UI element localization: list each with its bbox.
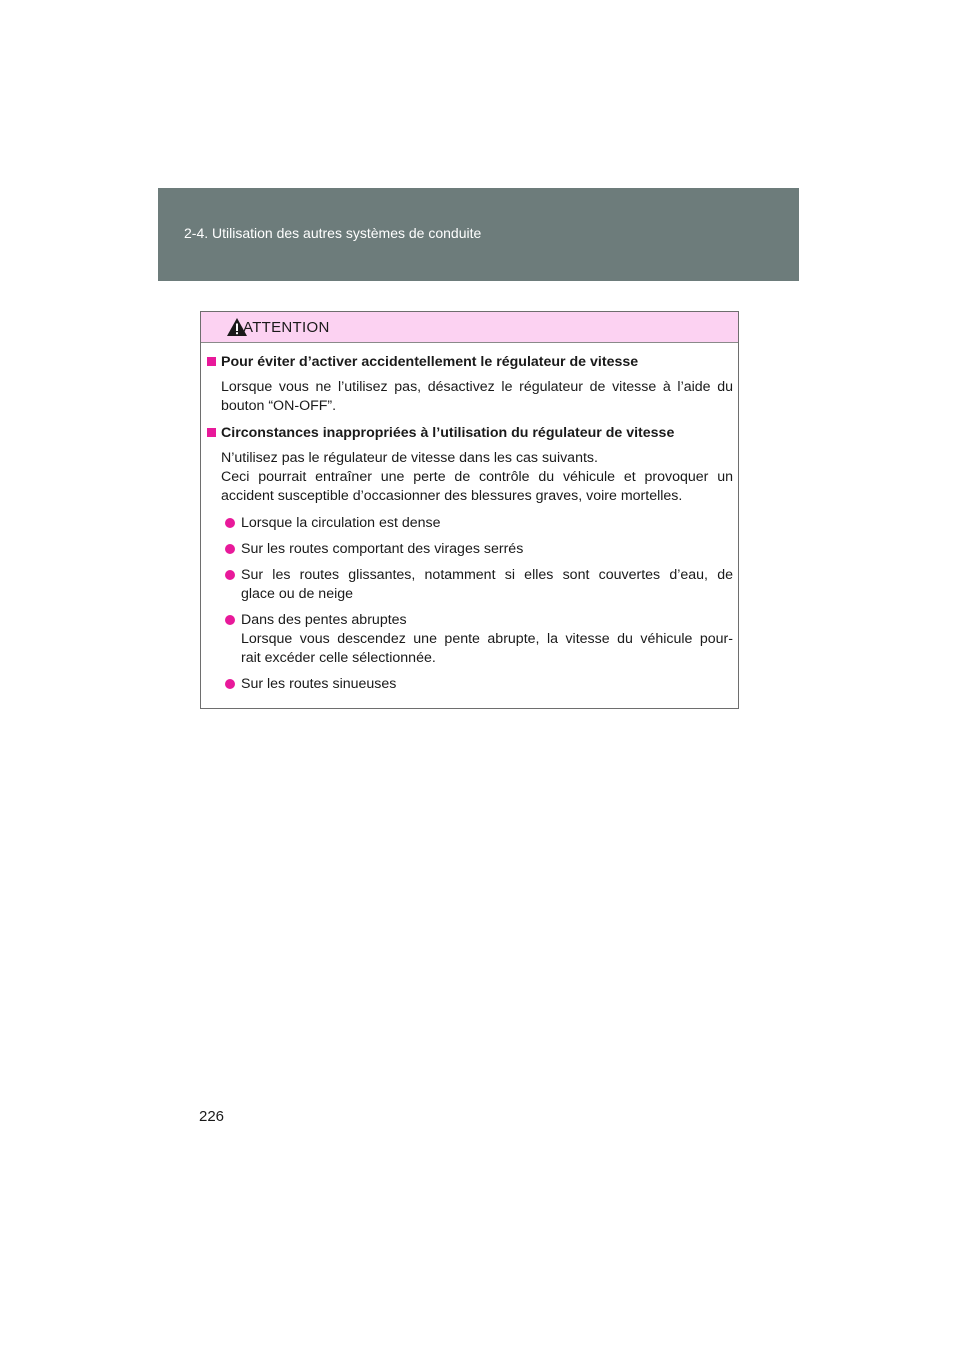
list-item-text: Lorsque la circulation est dense	[241, 515, 441, 531]
round-bullet-icon	[225, 518, 235, 528]
list-item	[207, 540, 733, 559]
paragraph-line: N’utilisez pas le régulateur de vitesse dans les cas suivants.	[221, 450, 598, 466]
page-number: 226	[199, 1108, 225, 1125]
list-item-detail: Lorsque vous descendez une pente abrupte, la vitesse du véhicule pour-	[241, 631, 733, 647]
paragraph-line: Ceci pourrait entraîner une perte de contrôle du véhicule et provoquer un	[221, 469, 733, 485]
list-item-detail: rait excéder celle sélectionnée.	[241, 650, 436, 666]
paragraph-line: Lorsque vous ne l’utilisez pas, désactivez le régulateur de vitesse à l’aide du	[221, 379, 733, 395]
list-item-text: Sur les routes comportant des virages serrés	[241, 541, 524, 557]
list-item-text: Sur les routes sinueuses	[241, 676, 397, 692]
round-bullet-icon	[225, 544, 235, 554]
list-item-text: glace ou de neige	[241, 586, 354, 602]
section-heading	[207, 424, 733, 443]
section-paragraph	[207, 378, 733, 416]
round-bullet-icon	[225, 615, 235, 625]
section-heading-text: Circonstances inappropriées à l’utilisation du régulateur de vitesse	[221, 425, 675, 441]
round-bullet-icon	[225, 679, 235, 689]
list-item	[207, 514, 733, 533]
section-heading	[207, 353, 733, 372]
attention-body	[201, 343, 738, 701]
paragraph-line: accident susceptible d’occasionner des blessures graves, voire mortelles.	[221, 488, 683, 504]
attention-title: ATTENTION	[243, 319, 330, 336]
square-bullet-icon	[207, 428, 216, 437]
square-bullet-icon	[207, 357, 216, 366]
section-heading-text: Pour éviter d’activer accidentellement le régulateur de vitesse	[221, 354, 639, 370]
attention-box	[200, 311, 739, 709]
section-header-band	[158, 188, 799, 281]
list-item	[207, 566, 733, 604]
list-item-text: Sur les routes glissantes, notamment si elles sont couvertes d’eau, de	[241, 567, 733, 583]
list-item-text: Dans des pentes abruptes	[241, 612, 407, 628]
paragraph-line: bouton “ON-OFF”.	[221, 398, 337, 414]
round-bullet-icon	[225, 570, 235, 580]
attention-header	[201, 312, 738, 343]
list-item	[207, 611, 733, 668]
list-item	[207, 675, 733, 694]
section-paragraph	[207, 449, 733, 506]
section-title: 2-4. Utilisation des autres systèmes de conduite	[184, 225, 482, 241]
